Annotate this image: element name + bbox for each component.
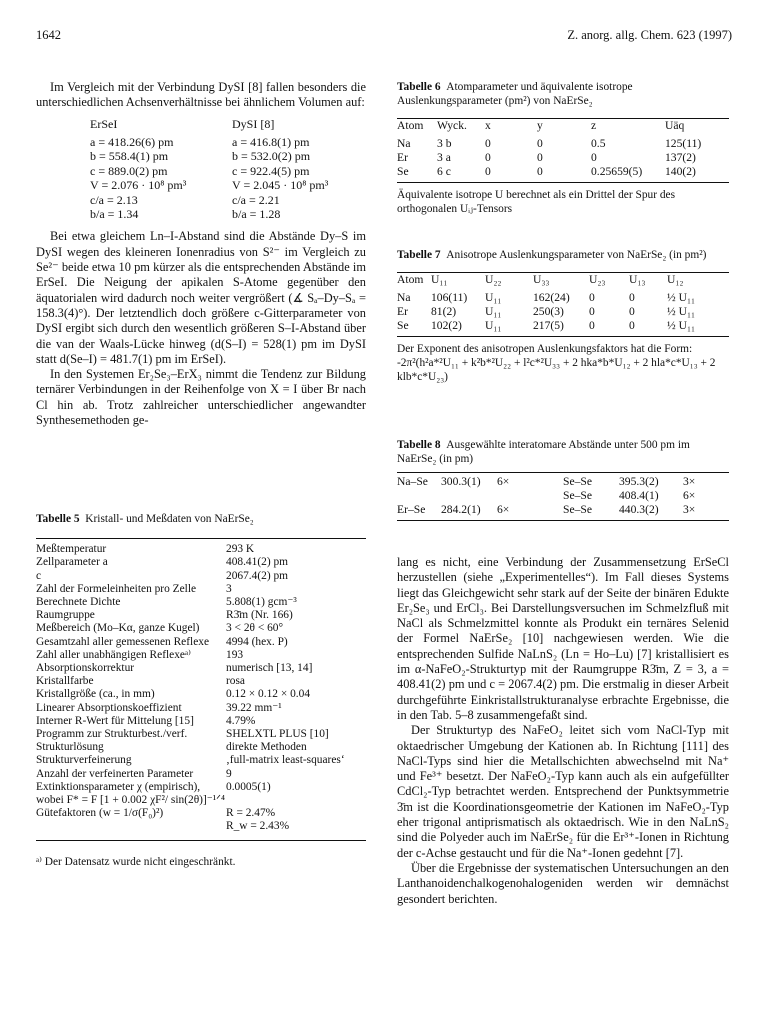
table5-row-cell: Meßbereich (Mo–Kα, ganze Kugel) [36,622,200,635]
table8-row-cell: 3× [683,503,696,516]
table6-row-cell: 0 [591,151,597,165]
table8-row-cell [397,489,441,503]
table6-header-cell: z [591,119,597,133]
table6-row-cell: 6 c [437,165,451,178]
table5-row [36,820,366,833]
table6-row-cell: 140(2) [665,165,696,178]
table6-header-cell: Atom [397,119,424,133]
table6-label: Tabelle 6 [397,81,441,93]
paragraph-outlook: Über die Ergebnisse der systematischen Untersuchungen an den Lanthanoidenchalkogenohalogeniden werden wir demnächst gesondert berichten. [397,860,729,906]
table6-header-cell: Wyck. [437,119,467,133]
table8-row-cell [441,489,497,503]
table5-row-cell: Extinktionsparameter χ (empirisch), wobei F* = F [1 + 0.002 χF²/ sin(2θ)]⁻¹ᐟ⁴ [36,780,225,807]
table6 [397,119,729,178]
table5-row-cell: Anzahl der verfeinerten Parameter [36,767,194,780]
table5-row-cell: Gesamtzahl aller gemessenen Reflexe [36,635,209,648]
table7 [397,273,729,332]
table6-row-cell: 0 [537,137,543,151]
table5-row-cell: 408.41(2) pm [226,556,289,569]
table5-row-cell: 3 < 2θ < 60° [226,622,284,635]
table5-row-cell: rosa [226,675,245,688]
table5-row-cell: R_w = 2.43% [226,820,290,833]
table6-row-cell: 0 [485,165,491,178]
table6-row [397,137,729,151]
paragraph-dysi: Bei etwa gleichem Ln–I-Abstand sind die Abstände Dy–S im DySI wegen des kleineren Ionenradius von S²⁻ im Vergleich zu Se²⁻ beide etwa 10 pm kürzer als die entsprechenden Abstände im ErSeI. Die Neigung der apikalen S-Atome gegenüber den äquatorialen wird dadurch noch weiter vergrößert (∡ Sₐ–Dy–Sₐ = 158.3(4)°). Der letztendlich doch größere c-Gitterparameter von DySI ergibt sich durch den wesentlich größeren S–I-Abstand über die van der Waals-Lücke hinweg (d(S–I) = 528(1) pm im DySI statt d(Se–I) = 481.7(1) pm im ErSeI). [36,229,366,366]
table5-row [36,702,366,715]
table7-row-cell: Na [397,291,411,305]
table5-row [36,596,366,609]
page-number: 1642 [36,28,61,42]
table5-row-cell: 2067.4(2) pm [226,569,289,582]
table5-row-cell: Interner R-Wert für Mittelung [15] [36,714,194,727]
table5-row [36,741,366,754]
table6-caption: Tabelle 6 Atomparameter und äquivalente isotrope Auslenkungsparameter (pm²) von NaErSe₂ [397,81,633,108]
table7-block [397,248,729,384]
table7-row-cell: 0 [589,318,595,332]
table7-row [397,305,729,319]
table6-row-cell: Er [397,151,408,165]
table5-row-cell: direkte Methoden [226,741,307,754]
table5-row-cell: Kristallgröße (ca., in mm) [36,688,155,701]
table8-row-cell: Se–Se [563,503,592,516]
table5-row-cell: Strukturverfeinerung [36,754,132,767]
table8-row-cell: Er–Se [397,503,426,516]
table7-row-cell: Se [397,318,409,332]
table5-row [36,715,366,728]
table5-row-cell: numerisch [13, 14] [226,662,313,675]
table8-block [397,438,729,521]
table5-row-cell: 4994 (hex. P) [226,635,288,648]
table8-row-cell: 408.4(1) [619,489,659,503]
table8-row [397,489,729,503]
table7-row-cell: 0 [629,291,635,305]
table5-footnote: ᵃ⁾ Der Datensatz wurde nicht eingeschränkt. [36,855,236,868]
comparison-row: b = 558.4(1) pm b = 532.0(2) pm [90,149,311,164]
table8-row-cell: 6× [497,475,510,489]
table5-row [36,636,366,649]
table5-label: Tabelle 5 [36,513,80,525]
table5-row [36,781,366,807]
table8-row-cell: 3× [683,475,696,489]
table5-row-cell: SHELXTL PLUS [10] [226,728,329,741]
table5-row-cell: 0.0005(1) [226,780,271,793]
table8-row-cell: 284.2(1) [441,503,481,516]
table7-row-cell: Er [397,305,408,318]
table6-header-cell: x [485,119,491,133]
table7-row-cell: ½ U₁₁ [667,291,696,305]
table6-row-cell: Se [397,165,409,178]
table5-row-cell: 39.22 mm⁻¹ [226,701,282,714]
table7-row-cell: ½ U₁₁ [667,305,696,318]
table7-row-cell: ½ U₁₁ [667,318,696,332]
table7-row-cell: 0 [589,291,595,305]
table5-row [36,675,366,688]
table5-row [36,609,366,622]
table8-label: Tabelle 8 [397,439,441,451]
table8-row-cell: 6× [497,503,510,516]
table5-row-cell: Programm zur Strukturbest./verf. [36,728,188,741]
comparison-row: c = 889.0(2) pm c = 922.4(5) pm [90,163,310,178]
paragraph-systems: In den Systemen Er₂Se₃–ErX₃ nimmt die Tendenz zur Bildung ternärer Verbindungen in der Reihenfolge von X = I über Br nach Cl hin ab. Trotz zahlreicher unterschiedlicher angewandter Synthesemethoden ge- [36,367,366,427]
table6-row-cell: 0.25659(5) [591,165,643,178]
paragraph-structure-type: Der Strukturtyp des NaFeO₂ leitet sich vom NaCl-Typ mit oktaedrischer Umgebung der Kationen ab. In Richtung [111] des NaCl-Typs sind hier die Metallschichten abwechselnd mit Na⁺ und Fe³⁺ besetzt. Der NaFeO₂-Typ kann auch als ein aufgefüllter CdCl₂-Typ betrachtet werden. Entsprechend der Punktsymmetrie 3̄m ist die Koordinationsgeometrie der Kationen im NaFeO₂-Typ eher trigonal antiprismatisch als oktaedrisch. Wie in den NaLnS₂ sind die Polyeder auch im NaErSe₂ für die Er³⁺-Ionen in Richtung der c-Achse gestaucht und für die Na⁺-Ionen gedehnt [7]. [397,723,729,860]
table8-row-cell [497,489,563,503]
table7-row-cell: U₁₁ [485,305,502,318]
table5-row-cell: Berechnete Dichte [36,596,121,609]
table6-row-cell: 0 [537,165,543,178]
table7-header-cell: U₂₂ [485,273,502,287]
right-column-text [397,555,729,907]
table5-row-cell: 293 K [226,543,255,556]
table7-row-cell: 162(24) [533,291,570,305]
table7-header-cell: U₂₃ [589,273,606,287]
table5-row-cell: Zahl der Formeleinheiten pro Zelle [36,582,197,595]
table6-note: Äquivalente isotrope U berechnet als ein Drittel der Spur des orthogonalen Uᵢⱼ-Tensors [397,188,676,215]
table6-row-cell: 0 [537,151,543,165]
comparison-row: b/a = 1.34 b/a = 1.28 [90,207,281,222]
table5-row [36,807,366,820]
table5-row-cell [36,820,226,833]
table7-label: Tabelle 7 [397,249,441,261]
table5-row-cell: R3̄m (Nr. 166) [226,609,293,622]
table6-header-cell: Uäq [665,119,685,133]
table5-row-cell: 3 [226,582,232,595]
table7-caption: Tabelle 7 Anisotrope Auslenkungsparameter von NaErSe₂ (in pm²) [397,249,707,261]
table7-row-cell: 250(3) [533,305,564,318]
table5-row [36,622,366,635]
table5-row-cell: Linearer Absorptionskoeffizient [36,701,182,714]
table7-row-cell: 81(2) [431,305,457,318]
table6-block [397,80,729,216]
table8-row-cell: 6× [683,489,696,503]
table8-row-cell: 440.3(2) [619,503,659,516]
table5 [36,543,366,833]
journal-reference: Z. anorg. allg. Chem. 623 (1997) [567,28,732,42]
table8-row-cell: Se–Se [563,489,592,503]
table7-row-cell: U₁₁ [485,318,502,332]
table7-header-cell: U₁₂ [667,273,684,287]
table5-caption: Tabelle 5 Kristall- und Meßdaten von NaErSe₂ [36,513,254,525]
comparison-table [90,117,328,222]
table6-row-cell: Na [397,137,411,151]
table7-row-cell: 102(2) [431,318,462,332]
table5-row-cell: 193 [226,648,244,661]
table7-row-cell: 217(5) [533,318,564,332]
table8-row-cell: Na–Se [397,475,428,489]
paragraph-erseci: lang es nicht, eine Verbindung der Zusammensetzung ErSeCl herzustellen (siehe „Experimentelles“). Im Fall dieses Systems liegt das Gleichgewicht sehr stark auf der Seite der binären Edukte Er₂Se₃ und ErCl₃. Bei Darstellungsversuchen im Schmelzfluß mit NaCl als Schmelzmittel konnte als Produkt ein ternäres Selenid der Formel NaErSe₂ [10] nachgewiesen werden. Wie die entsprechenden Sulfide NaLnS₂ (Ln = Ho–Lu) [7] kristallisiert es im α-NaFeO₂-Strukturtyp mit der Raumgruppe R3̄m, Z = 3, a = 408.41(2) pm und c = 2067.4(2) pm. Die erstmalig in dieser Arbeit durchgeführte Einkristallstrukturanalyse erbrachte Ergebnisse, die in den Tab. 5–8 zusammengefaßt sind. [397,555,729,722]
table5-row [36,662,366,675]
table7-row [397,291,729,305]
table5-row [36,768,366,781]
left-column [36,80,366,428]
table6-header-cell: y [537,119,543,133]
table5-row [36,583,366,596]
table5-row-cell: 4.79% [226,714,256,727]
table6-row-cell: 0 [485,151,491,165]
table5-row [36,649,366,662]
table8-row [397,503,729,517]
table5-row-cell: 9 [226,767,232,780]
table6-row [397,165,729,179]
page-header [36,28,732,48]
table6-row-cell: 137(2) [665,151,696,165]
comparison-row: V = 2.076 · 10⁸ pm³ V = 2.045 · 10⁸ pm³ [90,178,329,193]
table6-row-cell: 125(11) [665,137,702,151]
table7-row-cell: U₁₁ [485,291,502,305]
table5-row-cell: c [36,569,42,582]
table5-row [36,543,366,556]
table5-row-cell: Meßtemperatur [36,543,107,556]
table5-row-cell: Kristallfarbe [36,675,94,688]
table5-row-cell: R = 2.47% [226,807,276,820]
comparison-row: c/a = 2.13 c/a = 2.21 [90,192,280,207]
table5-row [36,688,366,701]
table5-row-cell: Absorptionskorrektur [36,662,135,675]
paragraph-intro: Im Vergleich mit der Verbindung DySI [8] fallen besonders die unterschiedlichen Achsenverhältnisse bei ähnlichem Volumen auf: [36,80,366,110]
table7-row-cell: 0 [589,305,595,318]
table7-header-cell: Atom [397,273,424,287]
table5-row [36,556,366,569]
table7-row-cell: 0 [629,305,635,318]
table7-row-cell: 106(11) [431,291,468,305]
table5-row [36,728,366,741]
table8 [397,475,729,516]
table5-row-cell: Zahl aller unabhängigen Reflexeᵃ⁾ [36,648,191,661]
table7-header-cell: U₃₃ [533,273,550,287]
comparison-head-erse: ErSeI [90,116,118,131]
table7-header-cell: U₁₃ [629,273,646,287]
table6-row [397,151,729,165]
table5-row-cell: Raumgruppe [36,609,95,622]
table6-row-cell: 0 [485,137,491,151]
table5-row-cell: 0.12 × 0.12 × 0.04 [226,688,311,701]
table7-note: Der Exponent des anisotropen Auslenkungsfaktors hat die Form: -2π²(h²a*²U₁₁ + k²b*²U₂₂ + l²c*²U₃₃ + 2 hka*b*U₁₂ + 2 hla*c*U₁₃ + 2 klb*c*U₂₃) [397,342,716,383]
table5-row-cell: ‚full-matrix least-squares‘ [226,754,345,767]
table5-row-cell: 5.808(1) gcm⁻³ [226,596,297,609]
comparison-head-dysi: DySI [8] [232,116,275,131]
table8-caption: Tabelle 8 Ausgewählte interatomare Abstände unter 500 pm im NaErSe₂ (in pm) [397,439,690,466]
table8-row-cell: 300.3(1) [441,475,481,489]
comparison-row: a = 418.26(6) pm a = 416.8(1) pm [90,135,310,149]
table6-row-cell: 3 a [437,151,451,165]
table5-row [36,570,366,583]
table8-row-cell: 395.3(2) [619,475,659,489]
table6-row-cell: 0.5 [591,137,606,151]
table7-row-cell: 0 [629,318,635,332]
table5-row [36,754,366,767]
table7-row [397,319,729,333]
table8-row-cell: Se–Se [563,475,592,489]
table5-block [36,512,366,869]
table8-row [397,475,729,489]
table5-row-cell: Gütefaktoren (w = 1/σ(F₀)²) [36,807,164,820]
table7-header-cell: U₁₁ [431,273,448,287]
table6-row-cell: 3 b [437,137,452,151]
table5-row-cell: Strukturlösung [36,741,104,754]
table5-row-cell: Zellparameter a [36,556,108,569]
